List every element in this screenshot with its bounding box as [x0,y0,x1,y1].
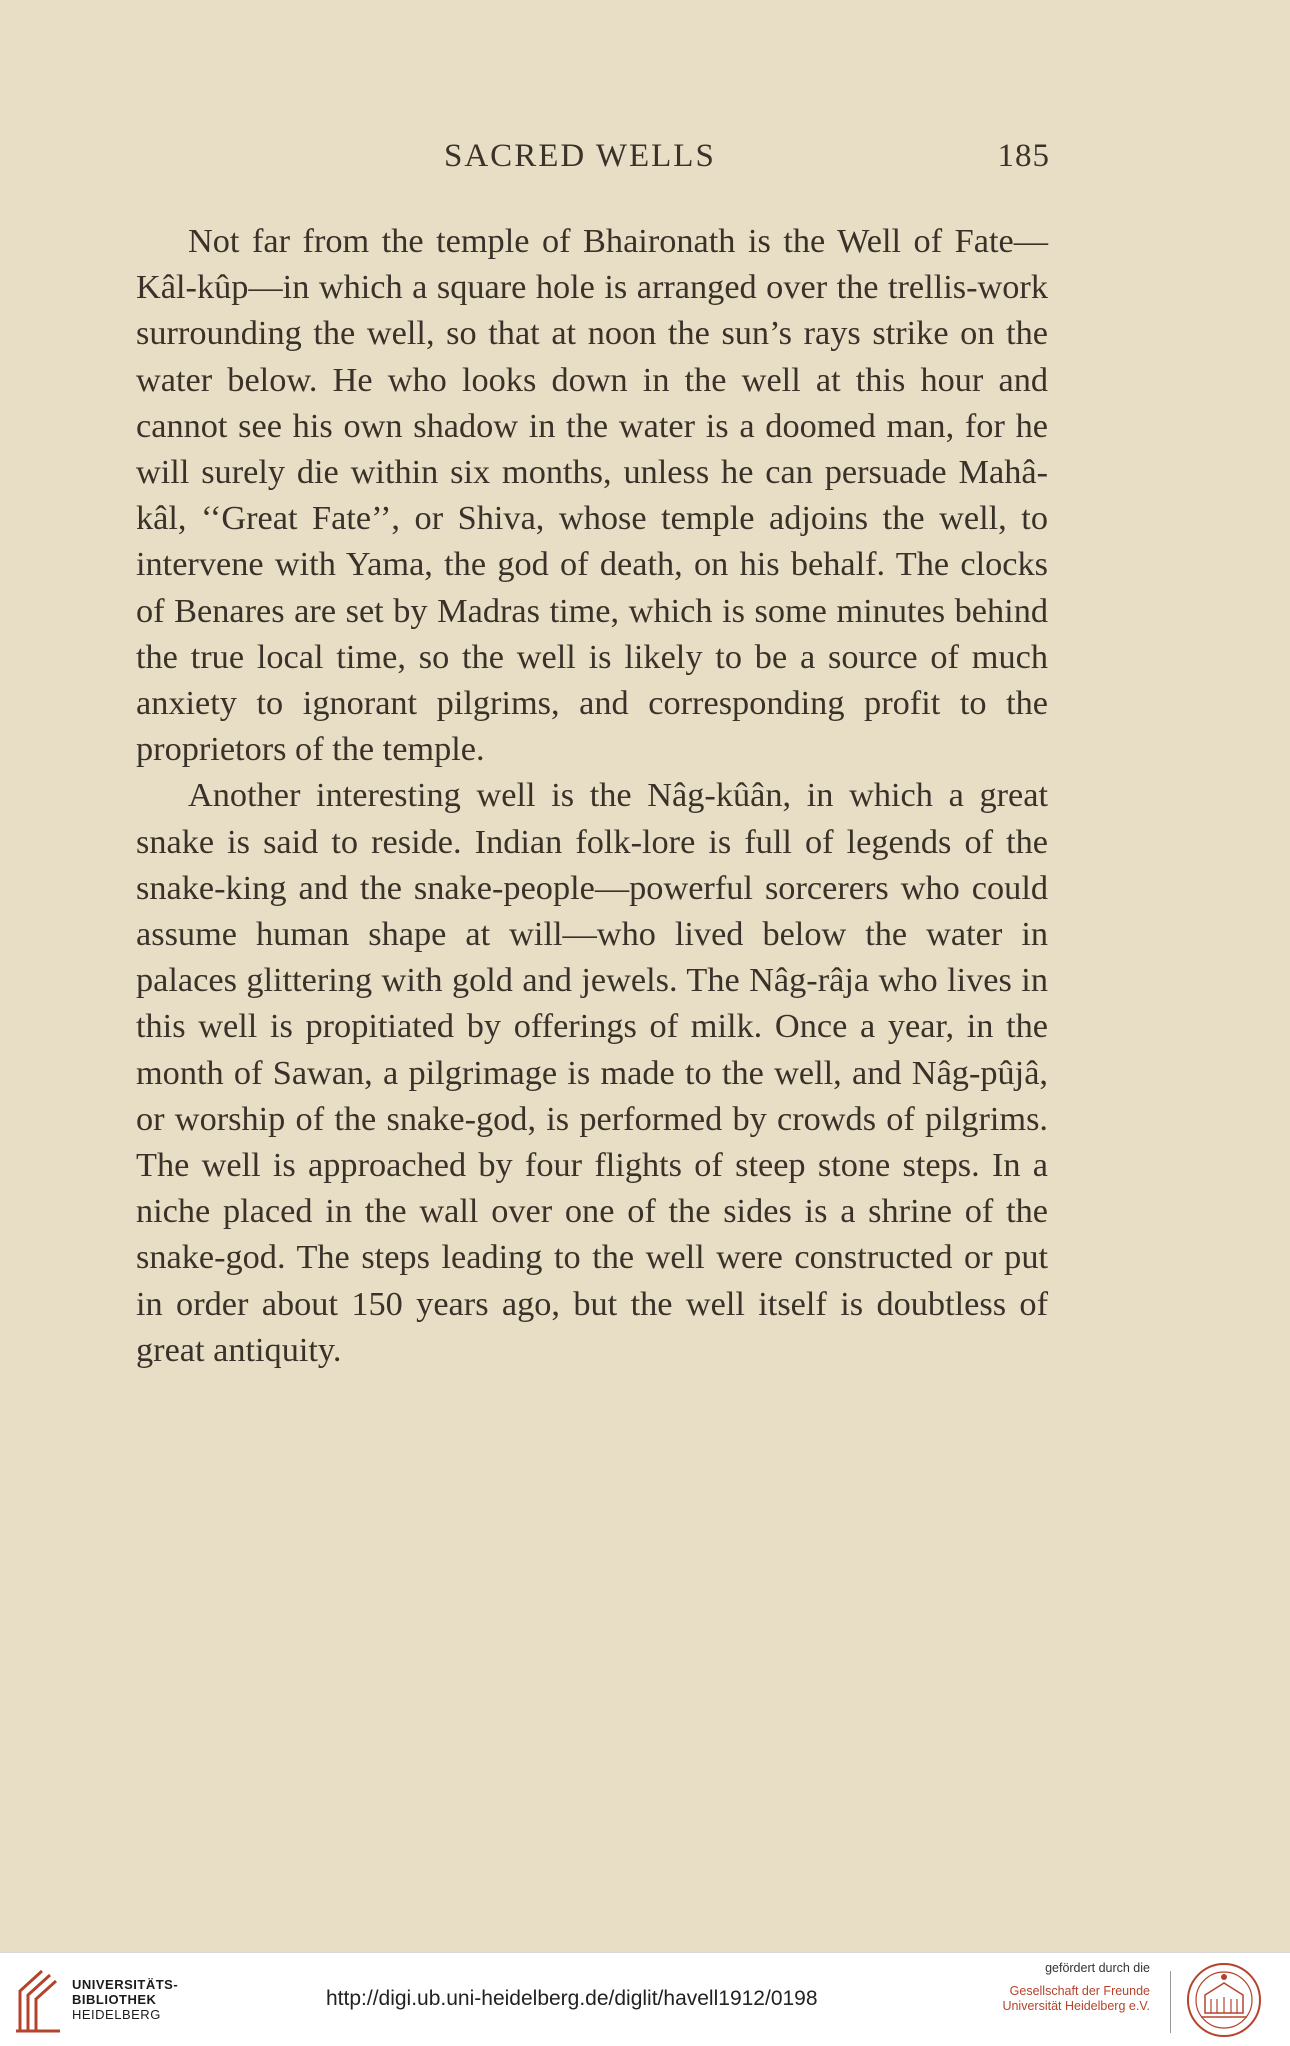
library-name-line-3: HEIDELBERG [72,2007,161,2022]
university-seal-icon [1185,1961,1263,2039]
library-name [72,1977,178,2022]
sponsor-credit [990,1961,1150,2014]
paragraph-2: Another interesting well is the Nâg-kûân, in which a great snake is said to reside. Indian folk-lore is full of legends of the snake-king and the snake-people—powerful sorcerers who could assume human shape at will—who lived below the water in palaces glittering with gold and jewels. The Nâg-râja who lives in this well is propitiated by offerings of milk. Once a year, in the month of Sawan, a pilgrimage is made to the well, and Nâg-pûjâ, or worship of the snake-god, is performed by crowds of pilgrims. The well is approached by four flights of steep stone steps. In a niche placed in the wall over one of the sides is a shrine of the snake-god. The steps leading to the well were constructed or put in order about 150 years ago, but the well itself is doubtless of great antiquity. [136,776,1048,1369]
sponsor-intro: gefördert durch die [1045,1961,1150,1975]
ub-heidelberg-logo-icon [12,1965,64,2035]
page-header [138,138,1050,186]
library-name-line-2: BIBLIOTHEK [72,1992,157,2007]
sponsor-name-line-1: Gesellschaft der Freunde [1009,1984,1150,1998]
body-text [136,218,1048,1373]
digitization-footer [0,1952,1290,2046]
source-url-link[interactable]: http://digi.ub.uni-heidelberg.de/diglit/havell1912/0198 [326,1987,818,2010]
sponsor-name-line-2: Universität Heidelberg e.V. [1002,1999,1150,2013]
sponsor-divider [1170,1971,1171,2033]
paragraph-1: Not far from the temple of Bhaironath is the Well of Fate—Kâl-kûp—in which a square hole is arranged over the trellis-work surrounding the well, so that at noon the sun’s rays strike on the water below. He who looks down in the well at this hour and cannot see his own shadow in the water is a doomed man, for he will surely die within six months, unless he can persuade Mahâ-kâl, ‘‘Great Fate’’, or Shiva, whose temple adjoins the well, to intervene with Yama, the god of death, on his behalf. The clocks of Benares are set by Madras time, which is some minutes behind the true local time, so the well is likely to be a source of much anxiety to ignorant pilgrims, and corresponding profit to the proprietors of the temple. [136,222,1048,769]
page-number: 185 [997,138,1050,174]
running-title: SACRED WELLS [444,138,716,174]
library-name-line-1: UNIVERSITÄTS- [72,1977,179,1992]
